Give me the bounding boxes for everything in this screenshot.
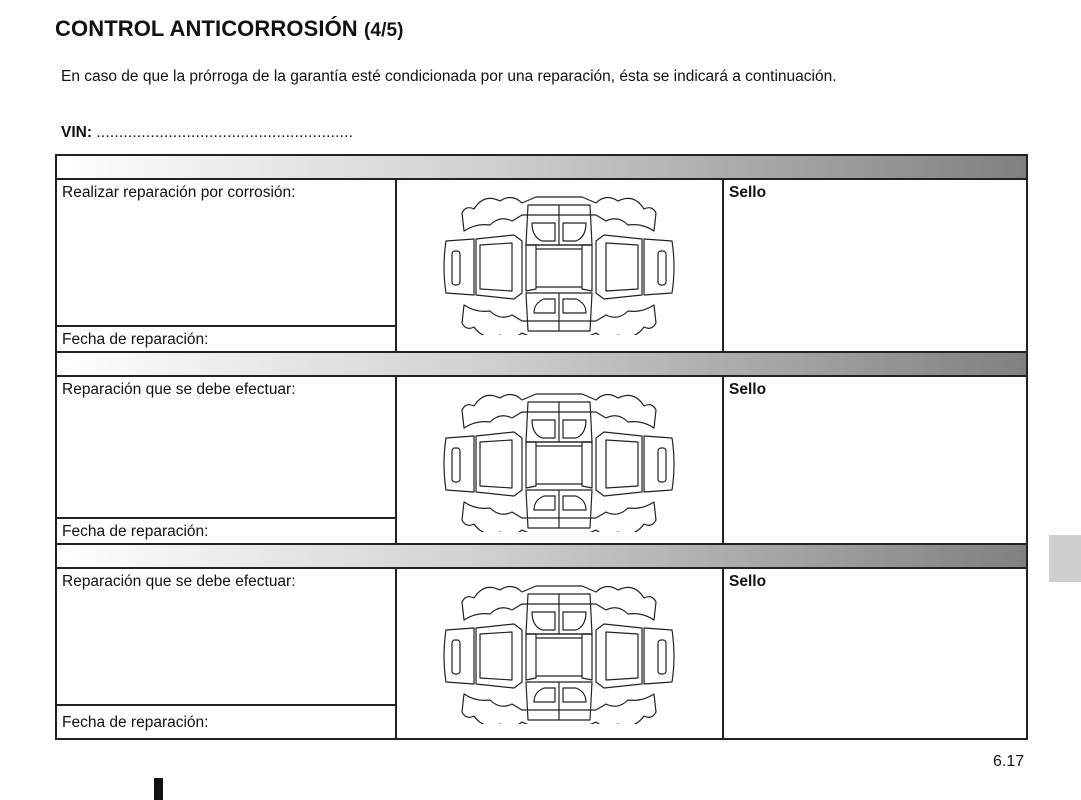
stamp-label: Sello: [729, 573, 767, 590]
vin-label: VIN:: [61, 124, 92, 141]
section-header-band: [57, 353, 1026, 377]
repair-label: Reparación que se debe efectuar:: [62, 573, 296, 590]
car-diagram-cell: [397, 377, 724, 543]
vin-line: [61, 124, 353, 142]
repair-label: Reparación que se debe efectuar:: [62, 381, 296, 398]
section-thumb-tab: [1049, 535, 1081, 582]
repair-date-cell[interactable]: [57, 325, 395, 351]
date-label: Fecha de reparación:: [62, 523, 209, 540]
car-diagram-cell: [397, 180, 724, 351]
page-counter: (4/5): [363, 20, 404, 41]
repair-date-cell[interactable]: [57, 704, 395, 738]
section-header-band: [57, 156, 1026, 180]
repair-section-2: [57, 377, 1026, 545]
stamp-cell[interactable]: [724, 569, 1026, 738]
repair-form-table: [55, 154, 1028, 740]
car-body-panels-icon: [442, 388, 676, 532]
repair-section-3: [57, 569, 1026, 738]
repair-section-1: [57, 180, 1026, 353]
stamp-cell[interactable]: [724, 180, 1026, 351]
page-title-text: CONTROL ANTICORROSIÓN: [55, 16, 358, 41]
date-label: Fecha de reparación:: [62, 331, 209, 348]
stamp-label: Sello: [729, 381, 767, 398]
repair-description-cell[interactable]: [57, 569, 397, 738]
repair-date-cell[interactable]: [57, 517, 395, 543]
vin-blank: .........................................................: [96, 124, 354, 141]
car-diagram-cell: [397, 569, 724, 738]
section-header-band: [57, 545, 1026, 569]
repair-label: Realizar reparación por corrosión:: [62, 184, 296, 201]
car-body-panels-icon: [442, 580, 676, 724]
stamp-label: Sello: [729, 184, 767, 201]
car-body-panels-icon: [442, 191, 676, 335]
intro-text: En caso de que la prórroga de la garantía esté condicionada por una reparación, ésta se indicará a continuación.: [61, 68, 837, 85]
repair-description-cell[interactable]: [57, 180, 397, 351]
date-label: Fecha de reparación:: [62, 714, 209, 731]
page-number: 6.17: [993, 753, 1025, 770]
page-title: [55, 16, 404, 42]
stamp-cell[interactable]: [724, 377, 1026, 543]
print-crop-mark: [154, 778, 163, 800]
repair-description-cell[interactable]: [57, 377, 397, 543]
